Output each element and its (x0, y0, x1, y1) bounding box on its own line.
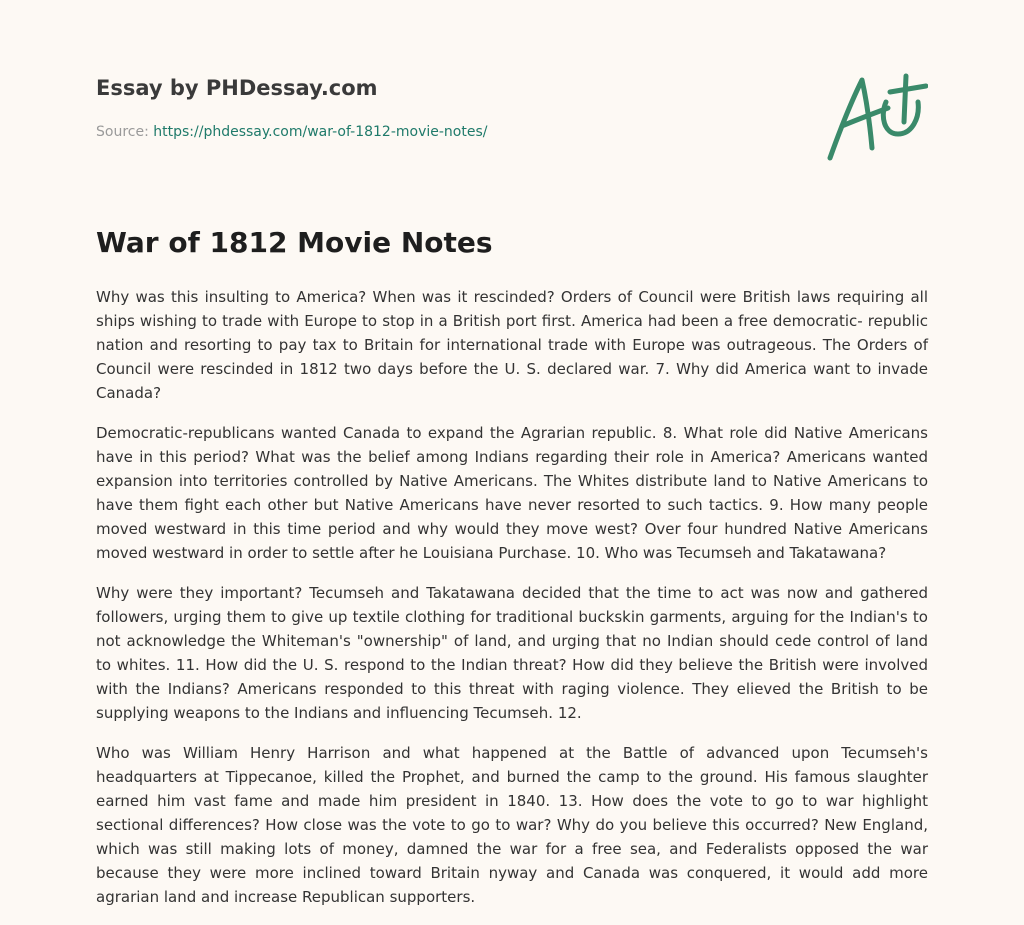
article-body (96, 285, 928, 925)
source-label: Source: (96, 124, 154, 140)
article-title: War of 1812 Movie Notes (96, 226, 493, 259)
article-paragraph: Why was this insulting to America? When was it rescinded? Orders of Council were British laws requiring all ships wishing to trade with Europe to stop in a British port first. America had been a free democratic- republic nation and resorting to pay tax to Britain for international trade with Europe was outrageous. The Orders of Council were rescinded in 1812 two days before the U. S. declared war. 7. Why did America want to invade Canada? (96, 288, 928, 402)
site-brand[interactable]: Essay by PHDessay.com (96, 76, 378, 100)
source-line (96, 124, 488, 140)
a-plus-grade-icon (822, 68, 928, 164)
article-paragraph: Democratic-republicans wanted Canada to expand the Agrarian republic. 8. What role did Native Americans have in this period? What was the belief among Indians regarding their role in America? Americans wanted expansion into territories controlled by Native Americans. The Whites distribute land to Native Americans to have them fight each other but Native Americans have never resorted to such tactics. 9. How many people moved westward in this time period and why would they move west? Over four hundred Native Americans moved westward in order to settle after he Louisiana Purchase. 10. Who was Tecumseh and Takatawana? (96, 424, 928, 562)
article-paragraph: Who was William Henry Harrison and what happened at the Battle of advanced upon Tecumseh's headquarters at Tippecanoe, killed the Prophet, and burned the camp to the ground. His famous slaughter earned him vast fame and made him president in 1840. 13. How does the vote to go to war highlight sectional differences? How close was the vote to go to war? Why do you believe this occurred? New England, which was still making lots of money, damned the war for a free sea, and Federalists opposed the war because they were more inclined toward Britain nyway and Canada was conquered, it would add more agrarian land and increase Republican supporters. (96, 744, 928, 906)
source-link[interactable]: https://phdessay.com/war-of-1812-movie-notes/ (153, 124, 488, 140)
article-paragraph: Why were they important? Tecumseh and Takatawana decided that the time to act was now and gathered followers, urging them to give up textile clothing for traditional buckskin garments, arguing for the Indian's to not acknowledge the Whiteman's "ownership" of land, and urging that no Indian should cede control of land to whites. 11. How did the U. S. respond to the Indian threat? How did they believe the British were involved with the Indians? Americans responded to this threat with raging violence. They elieved the British to be supplying weapons to the Indians and influencing Tecumseh. 12. (96, 584, 928, 722)
